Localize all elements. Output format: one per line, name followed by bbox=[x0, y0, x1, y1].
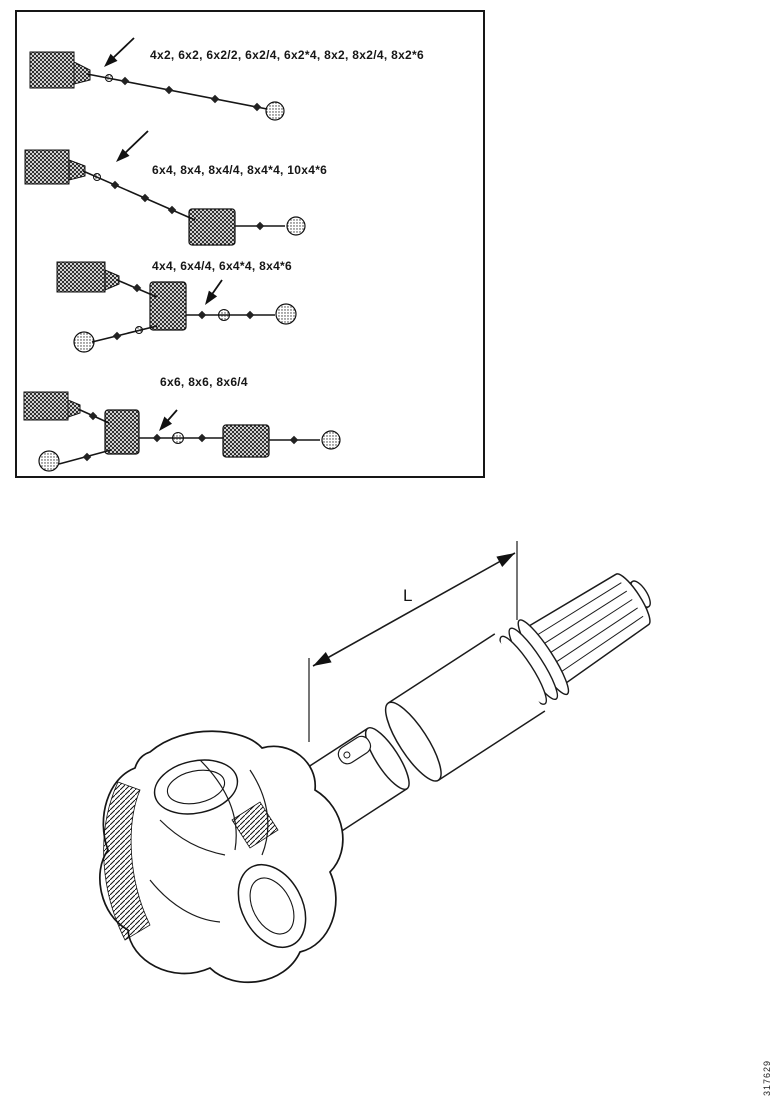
config-label-6x6: 6x6, 8x6, 8x6/4 bbox=[160, 375, 248, 389]
driveline-4x2-diagram bbox=[30, 38, 424, 120]
universal-joint bbox=[100, 731, 343, 982]
driveline-6x4-diagram bbox=[25, 131, 327, 245]
propeller-shaft-figure bbox=[40, 535, 700, 985]
pointer-arrow-icon bbox=[104, 38, 134, 67]
figure-number: 317629 bbox=[762, 1059, 772, 1096]
config-label-4x2: 4x2, 6x2, 6x2/2, 6x2/4, 6x2*4, 8x2, 8x2/4, 8x2*6 bbox=[150, 48, 424, 62]
config-label-4x4: 4x4, 6x4/4, 6x4*4, 8x4*6 bbox=[152, 259, 292, 273]
dimension-L-label: L bbox=[403, 586, 413, 605]
wheel-configuration-panel bbox=[15, 10, 485, 478]
dimension-arrowhead-icon bbox=[313, 652, 332, 666]
dimension-arrowhead-icon bbox=[496, 553, 515, 567]
pointer-arrow-icon bbox=[159, 410, 177, 431]
config-label-6x4: 6x4, 8x4, 8x4/4, 8x4*4, 10x4*6 bbox=[152, 163, 328, 177]
pointer-arrow-icon bbox=[116, 131, 148, 162]
propeller-shaft-drawing bbox=[40, 535, 700, 985]
driveline-6x6-diagram bbox=[24, 375, 340, 471]
driveline-4x4-diagram bbox=[57, 259, 296, 352]
driveline-diagrams bbox=[17, 12, 483, 476]
pointer-arrow-icon bbox=[205, 280, 222, 305]
